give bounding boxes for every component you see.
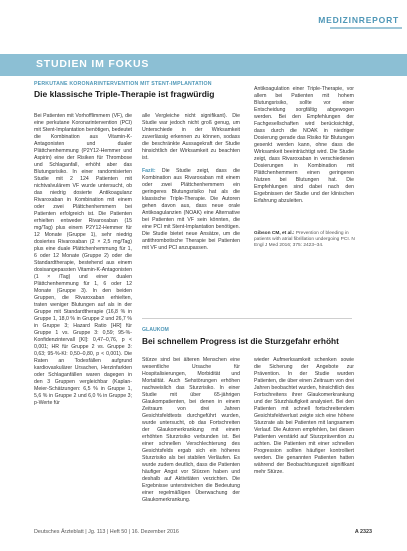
fazit-text: Die Studie zeigt, dass die Kombination aus Rivaroxaban mit einem oder zwei Plättchenhemmern ein geringeres Blutungsrisiko hat als die klassische Triple-Therapie. Die Autoren gehen davon aus, dass neue orale Antikoagulanzien (NOAK) eine Alternative bei Patienten mit VF sein könnten, die eine PCI mit Stent-Implantation benötigen. Die Studie bietet neue Ansätze, um die antithrombotische Therapie bei Patienten mit VF und PCI anzupassen. xyxy=(142,168,240,251)
article2-column-1 xyxy=(142,357,240,504)
article2-body: wieder Aufmerksamkeit schenken sowie die Sicherung der Angebote zur Prävention. In der Studie wurden Patienten, die über einen Zeitraum von drei Jahren beobachtet wurden, hinsichtlich des Fortschreitens ihrer Glaukomerkrankung und der Sturzhäufigkeit analysiert. Bei den Patienten mit schnell fortschreitendem Gesichtsfeldverlust zeigte sich eine höhere Sturzrate als bei Patienten mit langsamem Verlauf. Die Autoren empfehlen, bei diesen Patienten verstärkt auf Sturzprävention zu achten. Die Patienten mit einer schnellen Progression sollten häufiger kontrolliert werden. Die genannten Patienten hatten während der Beobachtungszeit signifikant mehr Stürze. xyxy=(254,357,354,475)
source-citation: Prevention of bleeding in patients with atrial fibrillation undergoing PCI. N Engl J Med 2016; 375: 2423–34. xyxy=(254,231,355,249)
article-divider xyxy=(142,318,352,319)
source-authors: Gibson CM, et al.: xyxy=(254,231,295,236)
article2-column-2 xyxy=(254,357,354,476)
journal-citation: Deutsches Ärzteblatt | Jg. 113 | Heft 50 | 16. Dezember 2016 xyxy=(34,529,179,535)
article-kicker: PERKUTANE KORONARINTERVENTION MIT STENT-IMPLANTATION xyxy=(34,81,212,87)
article2-title: Bei schnellem Progress ist die Sturzgefahr erhöht xyxy=(142,336,339,346)
article-column-3 xyxy=(254,86,354,205)
article2-body: Stürze sind bei älteren Menschen eine wesentliche Ursache für Hospitalisierungen, Morbidität und Mortalität. Auch Sehstörungen erhöhen nachweislich das Sturzrisiko. In einer Studie mit über 65-jährigen Glaukompatienten, bei denen in einem Zeitraum von drei Jahren Gesichtsfeldtests durchgeführt wurden, wurde untersucht, ob das Fortschreiten der Glaukomerkrankung mit einem erhöhten Sturzrisiko verbunden ist. Bei einer schnellen Verschlechterung des Gesichtsfelds ergab sich ein höheres Sturzrisiko als bei stabilen Verläufen. Es wurde zudem deutlich, dass die Patienten häufiger Angst vor Stürzen haben und deshalb auf Aktivitäten verzichten. Die Ergebnisse unterstreichen die Bedeutung einer regelmäßigen Überwachung der Glaukomerkrankung. xyxy=(142,357,240,503)
article-body: alle Vergleiche nicht signifikant). Die Studie war jedoch nicht groß genug, um Unterschiede in der Wirksamkeit zuverlässig erkennen zu können, sodass die beschränkte Aussagekraft der Studie hinsichtlich der Wirksamkeit zu beachten ist. xyxy=(142,113,240,161)
article-body: Antikoagulation einer Triple-Therapie, vor allem bei Patienten mit hohem Blutungsrisiko, sollte vor einer Entscheidung sorgfältig abgewogen werden. Bei den Empfehlungen der Fachgesellschaften wird berücksichtigt, dass durch die NOAK in niedriger Dosierung gerade das Risiko für Blutungen gesenkt werden kann, ohne dass die Wirksamkeit beeinträchtigt wird. Die Studie zeigt, dass Rivaroxaban in verschiedenen Dosierungen in Kombination mit Plättchenhemmern einen geringeren Nutzen bei Blutungen hat. Die Empfehlungen sind dabei nach den Ergebnissen der Studie und der klinischen Erfahrung abzuleiten. xyxy=(254,86,354,204)
article-column-2 xyxy=(142,113,240,252)
article-body: Bei Patienten mit Vorhofflimmern (VF), die eine perkutane Koronarintervention (PCI) mit Stent-Implantation benötigen, bedeutet die Kombination aus Vitamin-K-Antagonisten und dualer Plättchenhemmung (P2Y12-Hemmer und Aspirin) eine der Risiken für Thrombose und Schlaganfall, erhöht aber das Blutungsrisiko. In einer randomisierten Studie mit 2 124 Patienten mit nichtvalvulärem VF wurde untersucht, ob das niedrig dosierte Antikoagulanz Rivaroxaban in Kombination mit einem oder zwei Plättchenhemmern bei Patienten erfolgreich ist. Die Patienten erhielten entweder Rivaroxaban (15 mg/Tag) plus einem P2Y12-Hemmer für 12 Monate (Gruppe 1), sehr niedrig dosiertes Rivaroxaban (2 × 2,5 mg/Tag) plus eine duale Plättchenhemmung für 1, 6 oder 12 Monate (Gruppe 2) oder die Standardtherapie, bestehend aus einem dosisangepassten Vitamin-K-Antagonisten (1 × /Tag) und einer dualen Plättchenhemmung für 1, 6 oder 12 Monate (Gruppe 3). In den beiden Gruppen, die Rivaroxaban erhielten, traten weniger Blutungen auf als in der Gruppe mit Standardtherapie (16,8 % in Gruppe 1, 18,0 % in Gruppe 2 und 26,7 % in Gruppe 3; Hazard Ratio [HR] für Gruppe 1 vs. Gruppe 3: 0,59; 95-%-Konfidenzintervall [KI]: 0,47–0,76, p < 0,001; HR für Gruppe 2 vs. Gruppe 3: 0,63; 95-%-KI: 0,50–0,80, p < 0,001). Die Raten an Todesfällen aufgrund kardiovaskulärer Ursachen, Herzinfarkten oder Schlaganfällen waren dagegen in den 3 Gruppen vergleichbar (Kaplan-Meier-Schätzungen: 6,5 % in Gruppe 1, 5,6 % in Gruppe 2 und 6,0 % in Gruppe 3; p-Werte für xyxy=(34,113,132,406)
section-title: STUDIEN IM FOKUS xyxy=(36,58,150,70)
article-title: Die klassische Triple-Therapie ist fragwürdig xyxy=(34,89,215,99)
header-rule xyxy=(330,27,402,29)
section-tag: MEDIZINREPORT xyxy=(318,15,399,25)
page-number: A 2323 xyxy=(354,529,372,535)
source-reference xyxy=(254,231,358,250)
article-column-1 xyxy=(34,113,132,407)
fazit-label: Fazit: xyxy=(142,168,156,174)
fazit-paragraph xyxy=(142,168,240,252)
article2-kicker: GLAUKOM xyxy=(142,327,169,333)
